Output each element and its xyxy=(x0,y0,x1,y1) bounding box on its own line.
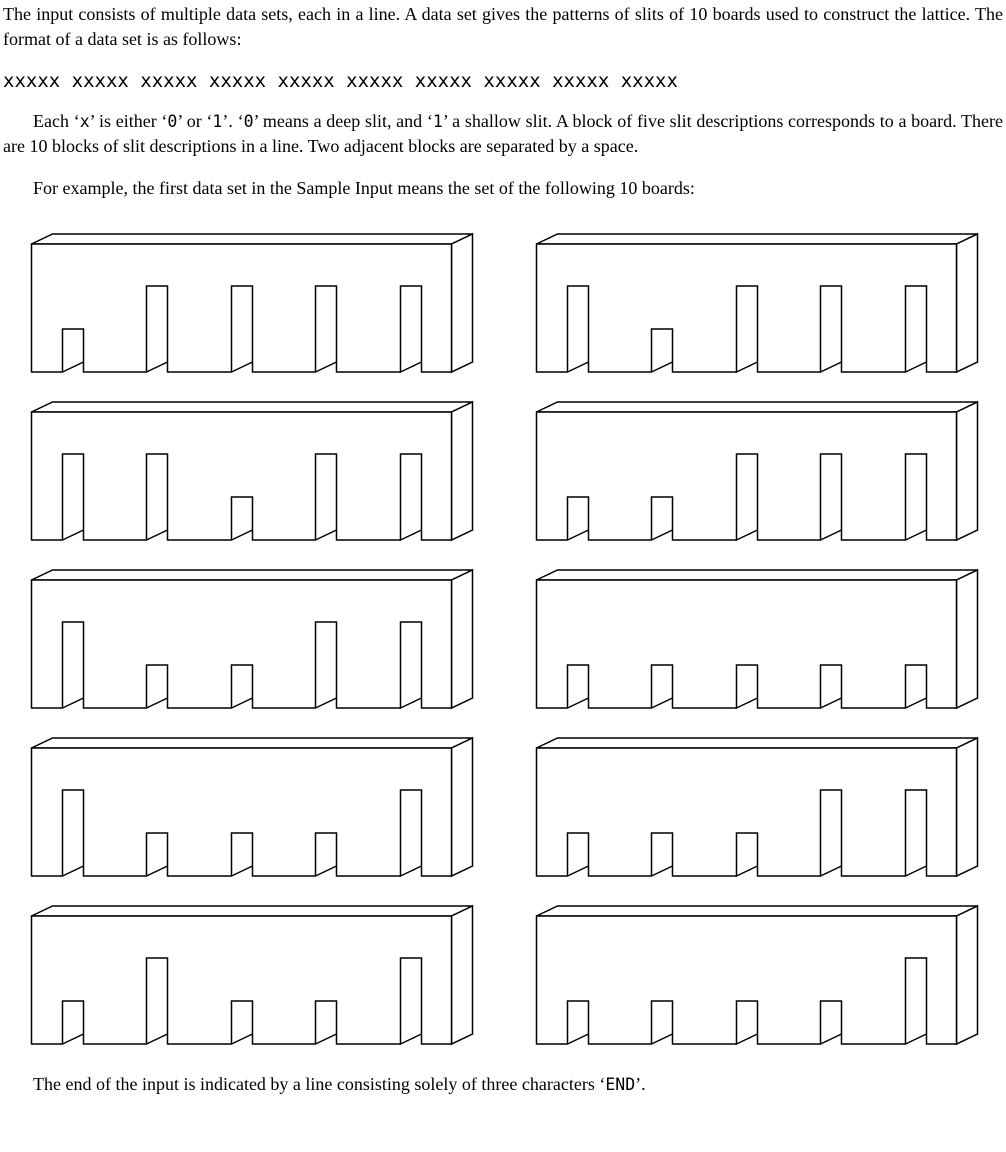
inline-code: END xyxy=(605,1075,636,1094)
boards-figure xyxy=(3,232,1003,1046)
board-row xyxy=(30,904,1003,1046)
board-figure xyxy=(535,568,979,710)
inline-code: 1 xyxy=(432,112,443,131)
inline-code: xxxxx xxxxx xxxxx xxxxx xxxxx xxxxx xxxxx xxxxx xxxxx xxxxx xyxy=(3,70,678,92)
board-row xyxy=(30,736,1003,878)
paragraph-end-note: The end of the input is indicated by a line consisting solely of three characters ‘END’. xyxy=(33,1074,646,1094)
inline-code: x xyxy=(79,112,90,131)
board-figure xyxy=(535,400,979,542)
paragraph-example-intro: For example, the first data set in the Sample Input means the set of the following 10 boards: xyxy=(33,178,695,198)
board-figure xyxy=(535,736,979,878)
inline-code: 0 xyxy=(243,112,254,131)
board-row xyxy=(30,400,1003,542)
inline-code: 0 xyxy=(167,112,178,131)
board-row xyxy=(30,232,1003,374)
data-set-format-line xyxy=(3,70,1003,92)
paragraph-slit-explanation: Each ‘x’ is either ‘0’ or ‘1’. ‘0’ means a deep slit, and ‘1’ a shallow slit. A block of five slit descriptions corresponds to a board. There are 10 blocks of slit descriptions in a line. Two adjacent blocks are separated by a space. xyxy=(3,111,1003,156)
paragraph-input-description: The input consists of multiple data sets, each in a line. A data set gives the patterns of slits of 10 boards used to construct the lattice. The format of a data set is as follows: xyxy=(3,4,1003,49)
board-row xyxy=(30,568,1003,710)
inline-code: 1 xyxy=(212,112,223,131)
board-figure xyxy=(535,904,979,1046)
board-figure xyxy=(535,232,979,374)
board-figure xyxy=(30,232,474,374)
board-figure xyxy=(30,400,474,542)
board-figure xyxy=(30,904,474,1046)
board-figure xyxy=(30,736,474,878)
board-figure xyxy=(30,568,474,710)
